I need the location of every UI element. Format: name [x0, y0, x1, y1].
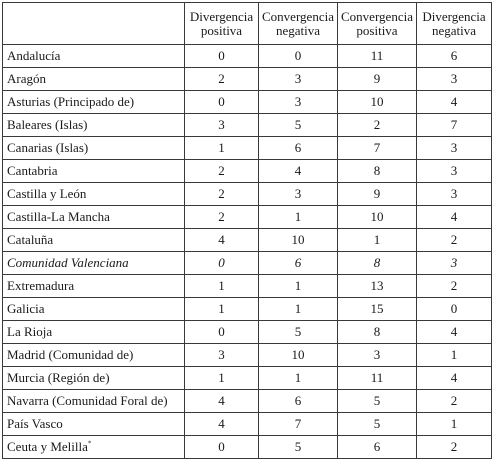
- region-name-cell: [3, 91, 185, 114]
- value-cell: 5: [259, 114, 338, 137]
- region-name-cell: [3, 252, 185, 275]
- region-name: Madrid (Comunidad de): [7, 347, 134, 362]
- header-line: positiva: [356, 22, 398, 38]
- value-cell: 6: [417, 45, 492, 68]
- value-cell: 8: [338, 321, 417, 344]
- value-cell: 0: [185, 252, 259, 275]
- value-cell: 5: [338, 390, 417, 413]
- region-name: Cantabria: [7, 163, 58, 178]
- header-divergencia-positiva: [185, 3, 259, 45]
- value-cell: 2: [185, 183, 259, 206]
- data-table: [2, 2, 492, 459]
- value-cell: 0: [185, 436, 259, 459]
- value-cell: 4: [259, 160, 338, 183]
- document-page: [2, 2, 491, 459]
- region-name-cell: [3, 367, 185, 390]
- value-cell: 3: [259, 91, 338, 114]
- region-name-cell: [3, 413, 185, 436]
- header-line: negativa: [431, 22, 477, 38]
- header-line: positiva: [200, 22, 243, 38]
- table-row: [3, 252, 492, 275]
- value-cell: 1: [417, 344, 492, 367]
- value-cell: 0: [259, 45, 338, 68]
- value-cell: 9: [338, 183, 417, 206]
- table-row: [3, 390, 492, 413]
- region-name: País Vasco: [7, 416, 63, 431]
- value-cell: 10: [259, 344, 338, 367]
- value-cell: 0: [185, 91, 259, 114]
- region-name: Canarias (Islas): [7, 140, 89, 155]
- table-row: [3, 183, 492, 206]
- region-name-cell: [3, 298, 185, 321]
- value-cell: 3: [259, 68, 338, 91]
- value-cell: 2: [338, 114, 417, 137]
- region-name-cell: [3, 68, 185, 91]
- value-cell: 0: [185, 45, 259, 68]
- region-name: Andalucía: [7, 48, 61, 63]
- value-cell: 9: [338, 68, 417, 91]
- region-name: Asturias (Principado de): [7, 94, 135, 109]
- region-name: Castilla y León: [7, 186, 87, 201]
- value-cell: 1: [185, 275, 259, 298]
- value-cell: 6: [259, 252, 338, 275]
- value-cell: 5: [338, 413, 417, 436]
- header-cell-empty: [3, 3, 185, 45]
- value-cell: 7: [259, 413, 338, 436]
- value-cell: 3: [259, 183, 338, 206]
- header-line: Divergencia: [422, 8, 486, 24]
- header-divergencia-negativa: [417, 3, 492, 45]
- region-name: Extremadura: [7, 278, 75, 293]
- table-row: [3, 206, 492, 229]
- table-row: [3, 45, 492, 68]
- region-name-cell: [3, 390, 185, 413]
- table-row: [3, 413, 492, 436]
- value-cell: 4: [417, 367, 492, 390]
- header-convergencia-positiva: [338, 3, 417, 45]
- value-cell: 10: [338, 206, 417, 229]
- value-cell: 7: [338, 137, 417, 160]
- header-line: Convergencia: [341, 8, 413, 24]
- region-name: Comunidad Valenciana: [7, 255, 129, 270]
- value-cell: 4: [185, 390, 259, 413]
- table-row: [3, 344, 492, 367]
- region-name-cell: [3, 344, 185, 367]
- region-name: Galicia: [7, 301, 45, 316]
- value-cell: 4: [417, 91, 492, 114]
- header-line: Divergencia: [189, 8, 254, 24]
- value-cell: 10: [338, 91, 417, 114]
- region-name: Aragón: [7, 71, 46, 86]
- value-cell: 4: [185, 229, 259, 252]
- region-name: Baleares (Islas): [7, 117, 88, 132]
- value-cell: 1: [185, 298, 259, 321]
- value-cell: 1: [417, 413, 492, 436]
- header-line: negativa: [275, 22, 321, 38]
- value-cell: 5: [259, 321, 338, 344]
- value-cell: 2: [417, 275, 492, 298]
- table-row: [3, 160, 492, 183]
- value-cell: 3: [417, 137, 492, 160]
- table-row: [3, 321, 492, 344]
- value-cell: 4: [417, 206, 492, 229]
- value-cell: 10: [259, 229, 338, 252]
- value-cell: 3: [185, 114, 259, 137]
- footnote-mark: *: [87, 439, 92, 448]
- region-name-cell: [3, 45, 185, 68]
- region-name-cell: [3, 137, 185, 160]
- table-row: [3, 229, 492, 252]
- value-cell: 3: [185, 344, 259, 367]
- region-name-cell: [3, 114, 185, 137]
- value-cell: 2: [417, 229, 492, 252]
- value-cell: 6: [338, 436, 417, 459]
- value-cell: 6: [259, 390, 338, 413]
- value-cell: 1: [259, 367, 338, 390]
- table-row: [3, 436, 492, 459]
- region-name: La Rioja: [7, 324, 53, 339]
- value-cell: 1: [185, 137, 259, 160]
- region-name: Ceuta y Melilla: [7, 439, 88, 454]
- value-cell: 2: [417, 436, 492, 459]
- value-cell: 1: [185, 367, 259, 390]
- value-cell: 3: [417, 183, 492, 206]
- value-cell: 4: [417, 321, 492, 344]
- region-name: Navarra (Comunidad Foral de): [7, 393, 168, 408]
- region-name: Murcia (Región de): [7, 370, 110, 385]
- value-cell: 2: [185, 68, 259, 91]
- table-row: [3, 367, 492, 390]
- value-cell: 11: [338, 367, 417, 390]
- table-body: [3, 45, 492, 459]
- header-row: [3, 3, 492, 45]
- value-cell: 2: [185, 160, 259, 183]
- region-name-cell: [3, 229, 185, 252]
- value-cell: 6: [259, 137, 338, 160]
- table-row: [3, 275, 492, 298]
- table-row: [3, 114, 492, 137]
- table-row: [3, 68, 492, 91]
- value-cell: 1: [338, 229, 417, 252]
- value-cell: 3: [417, 68, 492, 91]
- value-cell: 3: [338, 344, 417, 367]
- region-name: Cataluña: [7, 232, 54, 247]
- value-cell: 2: [417, 390, 492, 413]
- value-cell: 2: [185, 206, 259, 229]
- value-cell: 3: [417, 160, 492, 183]
- value-cell: 15: [338, 298, 417, 321]
- value-cell: 11: [338, 45, 417, 68]
- value-cell: 13: [338, 275, 417, 298]
- table-row: [3, 137, 492, 160]
- region-name-cell: [3, 183, 185, 206]
- value-cell: 1: [259, 275, 338, 298]
- value-cell: 4: [185, 413, 259, 436]
- region-name-cell: [3, 321, 185, 344]
- value-cell: 0: [417, 298, 492, 321]
- table-row: [3, 298, 492, 321]
- region-name: Castilla-La Mancha: [7, 209, 110, 224]
- region-name-cell: [3, 206, 185, 229]
- value-cell: 1: [259, 206, 338, 229]
- value-cell: 7: [417, 114, 492, 137]
- value-cell: 5: [259, 436, 338, 459]
- value-cell: 8: [338, 252, 417, 275]
- value-cell: 8: [338, 160, 417, 183]
- value-cell: 3: [417, 252, 492, 275]
- value-cell: 0: [185, 321, 259, 344]
- region-name-cell: [3, 160, 185, 183]
- region-name-cell: [3, 436, 185, 459]
- value-cell: 1: [259, 298, 338, 321]
- table-row: [3, 91, 492, 114]
- region-name-cell: [3, 275, 185, 298]
- header-line: Convergencia: [262, 8, 334, 24]
- header-convergencia-negativa: [259, 3, 338, 45]
